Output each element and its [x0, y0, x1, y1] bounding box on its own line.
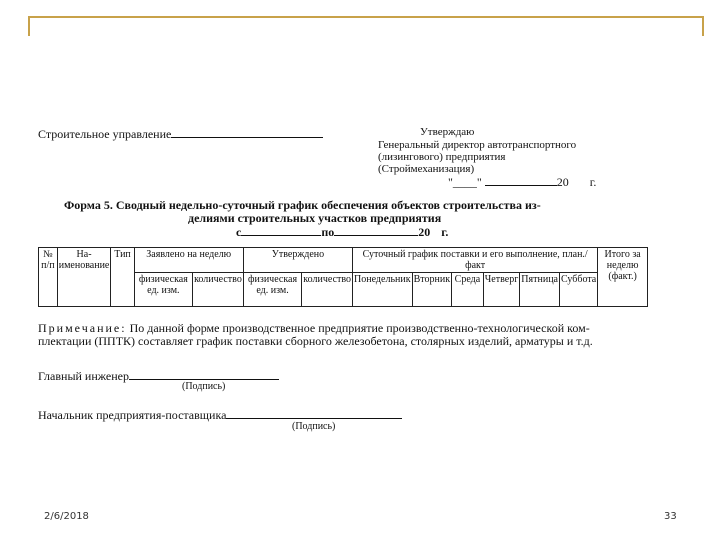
approve-date-year: 20	[556, 175, 569, 189]
slide-frame-top	[28, 16, 704, 18]
day-tuesday: Вторник	[412, 273, 451, 307]
note-text-1: По данной форме производственное предприятие производственно-технологической ком-	[129, 321, 590, 335]
col-declared-header: Заявлено на неделю	[134, 248, 243, 273]
slide-page-number: 33	[664, 511, 677, 522]
supplier-head-signature-blank	[226, 407, 402, 419]
table-header-row	[39, 248, 648, 273]
form-period-line	[236, 224, 448, 239]
form-title-line-2: делиями строительных участков предприятия	[188, 211, 442, 225]
form-title-line-1: Форма 5. Сводный недельно-суточный график обеспечения объектов строительства из-	[64, 198, 541, 212]
construction-dept-blank	[171, 126, 323, 138]
col-name-header: На-именование	[57, 248, 111, 307]
supplier-head-line	[38, 407, 402, 422]
sub-qty-approved: количество	[302, 273, 353, 307]
day-monday: Понедельник	[353, 273, 413, 307]
supplier-head-label: Начальник предприятия-поставщика	[38, 408, 227, 422]
approve-date-line	[448, 174, 596, 189]
day-thursday: Четверг	[483, 273, 520, 307]
slide-frame-left	[28, 16, 30, 36]
form-period-suffix: г.	[441, 225, 449, 239]
approve-line-3: (Строймеханизация)	[378, 163, 475, 175]
supplier-head-caption: (Подпись)	[292, 421, 336, 432]
col-total-header: Итого за неделю (факт.)	[598, 248, 648, 307]
chief-engineer-caption: (Подпись)	[182, 381, 226, 392]
approve-date-quote: "____"	[448, 175, 482, 189]
col-type-header: Тип	[111, 248, 134, 307]
note-text-2: плектации (ППТК) составляет график поставки сборного железобетона, столярных изделий, арматуры и т.д.	[38, 334, 593, 348]
approve-title: Утверждаю	[420, 126, 475, 138]
approve-date-suffix: г.	[589, 175, 597, 189]
approve-date-blank	[485, 174, 557, 186]
construction-dept-label: Строительное управление	[38, 127, 172, 141]
col-schedule-header: Суточный график поставки и его выполнение, план./факт	[353, 248, 598, 273]
chief-engineer-line	[38, 368, 279, 383]
note-line-1	[38, 321, 590, 335]
construction-dept-line	[38, 126, 323, 141]
approve-line-1: Генеральный директор автотранспортного	[378, 139, 577, 151]
sub-phys-approved: физическая ед. изм.	[243, 273, 301, 307]
form-period-from-blank	[241, 224, 321, 236]
form-period-to-blank	[334, 224, 418, 236]
form-period-from: с	[236, 225, 242, 239]
chief-engineer-signature-blank	[129, 368, 279, 380]
schedule-table	[38, 247, 648, 307]
slide-frame-right	[702, 16, 704, 36]
chief-engineer-label: Главный инженер	[38, 369, 129, 383]
day-wednesday: Среда	[452, 273, 484, 307]
note-label: Примечание:	[38, 321, 127, 335]
sub-qty-declared: количество	[193, 273, 244, 307]
col-approved-header: Утверждено	[243, 248, 352, 273]
form-period-to: по	[321, 225, 335, 239]
form-period-year: 20	[418, 225, 431, 239]
sub-phys-declared: физическая ед. изм.	[134, 273, 192, 307]
col-num-header: № п/п	[39, 248, 58, 307]
day-saturday: Суббота	[559, 273, 597, 307]
approve-line-2: (лизингового) предприятия	[378, 151, 506, 163]
day-friday: Пятница	[520, 273, 560, 307]
slide-date: 2/6/2018	[44, 511, 89, 522]
